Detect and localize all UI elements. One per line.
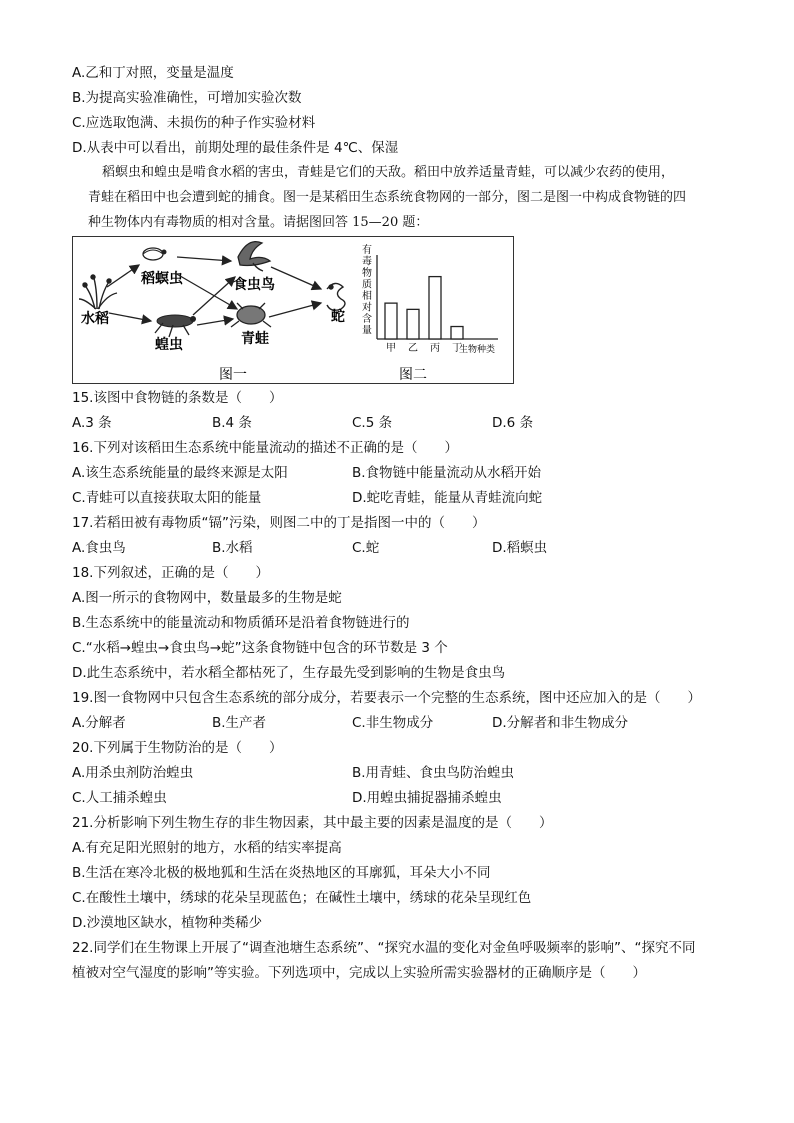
q17-option-c: C.蛇 <box>352 540 380 556</box>
node-borer: 稻螟虫 <box>141 271 183 287</box>
q15-option-c: C.5 条 <box>352 415 393 431</box>
q18-option-b: B.生态系统中的能量流动和物质循环是沿着食物链进行的 <box>72 615 410 631</box>
q17-option-b: B.水稻 <box>212 540 253 556</box>
node-rice: 水稻 <box>81 311 109 327</box>
figure2-caption: 图二 <box>399 367 427 383</box>
q20-stem: 20.下列属于生物防治的是（ ） <box>72 740 283 756</box>
q16-stem: 16.下列对该稻田生态系统中能量流动的描述不正确的是（ ） <box>72 440 458 456</box>
locust-icon <box>155 315 196 337</box>
figure1-caption: 图一 <box>219 367 247 383</box>
q18-option-a: A.图一所示的食物网中，数量最多的生物是蛇 <box>72 590 342 606</box>
q20-option-c: C.人工捕杀蝗虫 <box>72 790 167 806</box>
q19-option-b: B.生产者 <box>212 715 267 731</box>
arrow-frog-snake <box>269 303 321 317</box>
option-a: A.乙和丁对照，变量是温度 <box>72 65 234 81</box>
q18-option-c: C.“水稻→蝗虫→食虫鸟→蛇”这条食物链中包含的环节数是 3 个 <box>72 640 448 656</box>
arrow-bird-snake <box>271 267 321 289</box>
bar-1 <box>407 309 419 339</box>
q17-option-d: D.稻螟虫 <box>492 540 548 556</box>
q17-option-a: A.食虫鸟 <box>72 540 126 556</box>
ylabel-char-6: 含 <box>362 314 372 325</box>
ylabel-char-1: 毒 <box>362 256 372 268</box>
q21-option-a: A.有充足阳光照射的地方，水稻的结实率提高 <box>72 840 342 856</box>
q18-option-d: D.此生态系统中，若水稻全都枯死了，生存最先受到影响的生物是食虫鸟 <box>72 665 506 681</box>
q21-stem: 21.分析影响下列生物生存的非生物因素，其中最主要的因素是温度的是（ ） <box>72 815 553 831</box>
q19-stem: 19.图一食物网中只包含生态系统的部分成分，若要表示一个完整的生态系统，图中还应加入的是（ ） <box>72 690 701 706</box>
q20-option-a: A.用杀虫剂防治蝗虫 <box>72 765 194 781</box>
option-c: C.应选取饱满、未损伤的种子作实验材料 <box>72 115 316 131</box>
arrow-borer-bird <box>177 257 231 261</box>
arrow-locust-frog <box>197 319 233 325</box>
ylabel-char-0: 有 <box>362 245 372 256</box>
node-frog: 青蛙 <box>241 331 269 347</box>
food-web-arrows <box>107 257 321 325</box>
ylabel-char-4: 相 <box>362 291 372 302</box>
q15-stem: 15.该图中食物链的条数是（ ） <box>72 390 283 406</box>
q18-stem: 18.下列叙述，正确的是（ ） <box>72 565 269 581</box>
bar-0 <box>385 303 397 339</box>
q19-option-a: A.分解者 <box>72 715 126 731</box>
node-bird: 食虫鸟 <box>233 277 275 293</box>
food-web <box>79 242 346 353</box>
q16-option-c: C.青蛙可以直接获取太阳的能量 <box>72 490 262 506</box>
rice-icon <box>79 275 117 309</box>
passage-line-2: 青蛙在稻田中也会遭到蛇的捕食。图一是某稻田生态系统食物网的一部分，图二是图一中构成食物链的四 <box>88 190 687 205</box>
ylabel-char-7: 量 <box>362 325 372 337</box>
bar-chart <box>362 243 498 355</box>
chart-xlabel: 生物种类 <box>459 345 496 355</box>
q16-option-b: B.食物链中能量流动从水稻开始 <box>352 465 542 481</box>
q21-option-c: C.在酸性土壤中，绣球的花朵呈现蓝色；在碱性土壤中，绣球的花朵呈现红色 <box>72 890 532 906</box>
q19-option-c: C.非生物成分 <box>352 715 434 731</box>
figure-svg <box>73 237 513 383</box>
node-locust: 蝗虫 <box>155 337 183 353</box>
snake-icon <box>327 283 345 310</box>
q16-option-d: D.蛇吃青蛙，能量从青蛙流向蛇 <box>352 490 543 506</box>
q19-option-d: D.分解者和非生物成分 <box>492 715 629 731</box>
ylabel-char-5: 对 <box>362 302 372 314</box>
passage-line-3: 种生物体内有毒物质的相对含量。请据图回答 15—20 题： <box>88 215 429 230</box>
option-b: B.为提高实验准确性，可增加实验次数 <box>72 90 302 106</box>
category-label-0: 甲 <box>386 343 396 354</box>
q15-option-a: A.3 条 <box>72 415 112 431</box>
bar-3 <box>451 327 463 339</box>
q20-option-b: B.用青蛙、食虫鸟防治蝗虫 <box>352 765 515 781</box>
q21-option-b: B.生活在寒冷北极的极地狐和生活在炎热地区的耳廓狐，耳朵大小不同 <box>72 865 491 881</box>
figure-box <box>72 236 514 384</box>
bird-icon <box>238 242 270 271</box>
option-d: D.从表中可以看出，前期处理的最佳条件是 4℃、保湿 <box>72 140 399 156</box>
q17-stem: 17.若稻田被有毒物质“镉”污染，则图二中的丁是指图一中的（ ） <box>72 515 486 531</box>
ylabel-char-2: 物 <box>362 268 372 279</box>
q20-option-d: D.用蝗虫捕捉器捕杀蝗虫 <box>352 790 502 806</box>
q15-option-d: D.6 条 <box>492 415 534 431</box>
arrow-locust-bird <box>193 277 235 315</box>
category-label-2: 丙 <box>430 343 440 354</box>
q16-option-a: A.该生态系统能量的最终来源是太阳 <box>72 465 288 481</box>
bar-2 <box>429 277 441 339</box>
node-snake: 蛇 <box>331 309 345 325</box>
q21-option-d: D.沙漠地区缺水，植物种类稀少 <box>72 915 263 931</box>
frog-icon <box>231 303 271 327</box>
q15-option-b: B.4 条 <box>212 415 252 431</box>
q22-stem-line-2: 植被对空气湿度的影响”等实验。下列选项中，完成以上实验所需实验器材的正确顺序是（ ） <box>72 965 646 981</box>
q22-stem-line-1: 22.同学们在生物课上开展了“调查池塘生态系统”、“探究水温的变化对金鱼呼吸频率的影响”、“探究不同 <box>72 940 696 956</box>
category-label-3: 丁 <box>452 343 462 354</box>
arrow-rice-locust <box>109 313 151 321</box>
arrow-rice-borer <box>107 265 139 287</box>
passage-line-1: 稻螟虫和蝗虫是啃食水稻的害虫，青蛙是它们的天敌。稻田中放养适量青蛙，可以减少农药的使用， <box>102 165 675 180</box>
category-label-1: 乙 <box>408 343 418 354</box>
chart-ylabel <box>362 243 372 337</box>
ylabel-char-3: 质 <box>362 279 372 291</box>
borer-icon <box>143 248 167 260</box>
